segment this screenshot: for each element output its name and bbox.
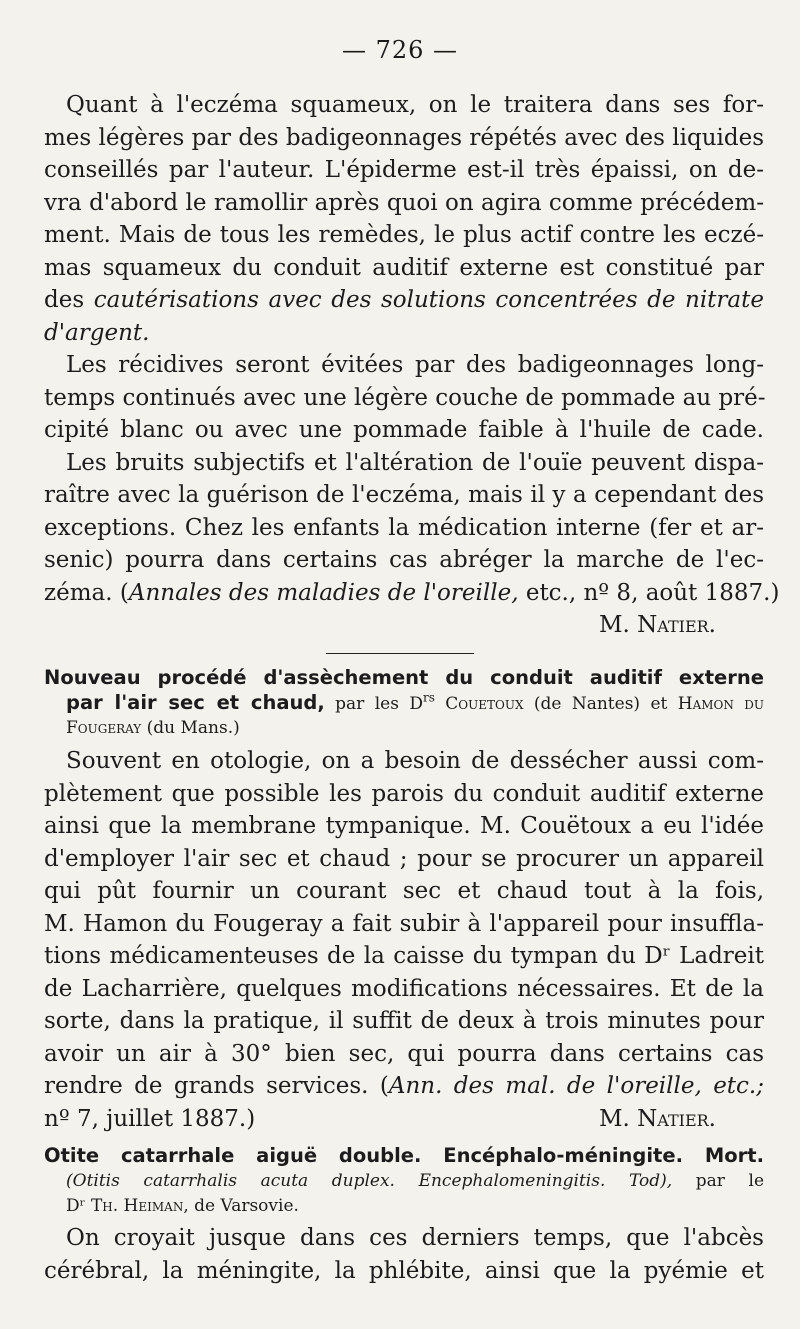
reference-line (44, 1070, 764, 1103)
text-fragment: de Varsovie. (188, 1196, 299, 1216)
text-line: Quant à l'eczéma squameux, on le traitera dans ses for- (66, 92, 764, 118)
text-line: M. Hamon du Fougeray a fait subir à l'appareil pour insuffla- (44, 910, 764, 937)
text-fragment: (du Mans.) (141, 718, 240, 738)
text-fragment: rendre de grands services. ( (44, 1073, 389, 1099)
text-line: d'employer l'air sec et chaud ; pour se procurer un appareil (44, 845, 764, 872)
text-line: mes légères par des badigeonnages répétés avec des liquides (44, 124, 764, 151)
text-line: cérébral, la méningite, la phlébite, ainsi que la pyémie et (44, 1257, 764, 1284)
text-line: Les récidives seront évitées par des badigeonnages long- (66, 352, 764, 378)
author-name: Th. Heiman, (90, 1196, 189, 1216)
latin-title-line (44, 1168, 764, 1193)
author-name: Hamon du (677, 694, 764, 714)
text-line: exceptions. Chez les enfants la médication interne (fer et ar- (44, 514, 764, 541)
text-line: vra d'abord le ramollir après quoi on agira comme précédem- (44, 189, 764, 216)
section-divider (326, 653, 474, 654)
text-line: temps continués avec une légère couche de pommade au pré- (44, 384, 766, 411)
journal-title: Ann. des mal. de l'oreille, etc.; (388, 1073, 764, 1099)
page-number: — 726 — (341, 36, 459, 64)
journal-title: Annales des maladies de l'oreille, (128, 579, 519, 606)
text-line (44, 317, 764, 350)
text-fragment: rs (422, 690, 435, 705)
drying-section (44, 745, 764, 1135)
eczema-section (44, 89, 780, 642)
author-name: Couetoux (445, 694, 524, 714)
text-line: sorte, dans la pratique, il suffit de deux à trois minutes pour (44, 1008, 764, 1034)
author-signature: M. Natier. (598, 612, 716, 638)
text-line: mas squameux du conduit auditif externe est constitué par (44, 254, 764, 281)
text-fragment: des (44, 287, 94, 313)
text-line: tions médicamenteuses de la caisse du tympan du Dʳ Ladreit (44, 943, 764, 969)
text-line: senic) pourra dans certains cas abréger la marche de l'ec- (44, 547, 764, 573)
italic-phrase: d'argent. (44, 319, 150, 346)
article-heading (44, 1143, 764, 1218)
text-line: Souvent en otologie, on a besoin de dessécher aussi com- (66, 748, 764, 774)
author-name: Fougeray (66, 718, 142, 738)
latin-title: (Otitis catarrhalis acuta duplex. Encephalomeningitis. Tod), (66, 1171, 673, 1191)
text-line: qui pût fournir un courant sec et chaud tout à la fois, (44, 878, 764, 904)
text-line: ment. Mais de tous les remèdes, le plus actif contre les eczé- (44, 222, 764, 248)
otitis-section (44, 1222, 764, 1287)
text-line: de Lacharrière, quelques modifications nécessaires. Et de la (44, 975, 764, 1002)
text-line: On croyait jusque dans ces derniers temps, que l'abcès (66, 1225, 764, 1251)
italic-phrase: cautérisations avec des solutions concentrées de nitrate (93, 287, 764, 313)
text-line: conseillés par l'auteur. L'épiderme est-il très épaissi, on de- (44, 157, 764, 183)
text-fragment: par le (672, 1171, 764, 1191)
article-title: par l'air sec et chaud, (66, 691, 325, 714)
text-line: avoir un air à 30° bien sec, qui pourra dans certains cas (44, 1040, 764, 1067)
article-title-continued (44, 690, 764, 715)
text-fragment: etc., nº 8, août 1887.) (518, 579, 780, 606)
text-line: cipité blanc ou avec une pommade faible à l'huile de cade. (44, 417, 764, 443)
author-signature: M. Natier. (598, 1105, 716, 1132)
article-heading (44, 665, 764, 740)
text-line: raître avec la guérison de l'eczéma, mais il y a cependant des (44, 482, 764, 508)
text-fragment: par les D (324, 694, 423, 714)
text-fragment: (de Nantes) et (523, 694, 678, 714)
text-fragment: zéma. ( (44, 579, 129, 606)
text-line (44, 284, 764, 317)
text-line: Les bruits subjectifs et l'altération de l'ouïe peuvent dispa- (66, 449, 764, 476)
text-line: plètement que possible les parois du conduit auditif externe (44, 780, 764, 807)
date-signature-line (44, 1103, 764, 1136)
author-line (44, 715, 764, 740)
reference-date: nº 7, juillet 1887.) (44, 1105, 256, 1132)
text-line: ainsi que la membrane tympanique. M. Couëtoux a eu l'idée (44, 813, 764, 839)
article-title: Nouveau procédé d'assèchement du conduit auditif externe (44, 666, 764, 689)
reference-line (44, 577, 780, 610)
article-title: Otite catarrhale aiguë double. Encéphalo-méningite. Mort. (44, 1144, 764, 1167)
author-line (44, 1193, 764, 1218)
text-fragment: Dʳ (66, 1196, 91, 1216)
